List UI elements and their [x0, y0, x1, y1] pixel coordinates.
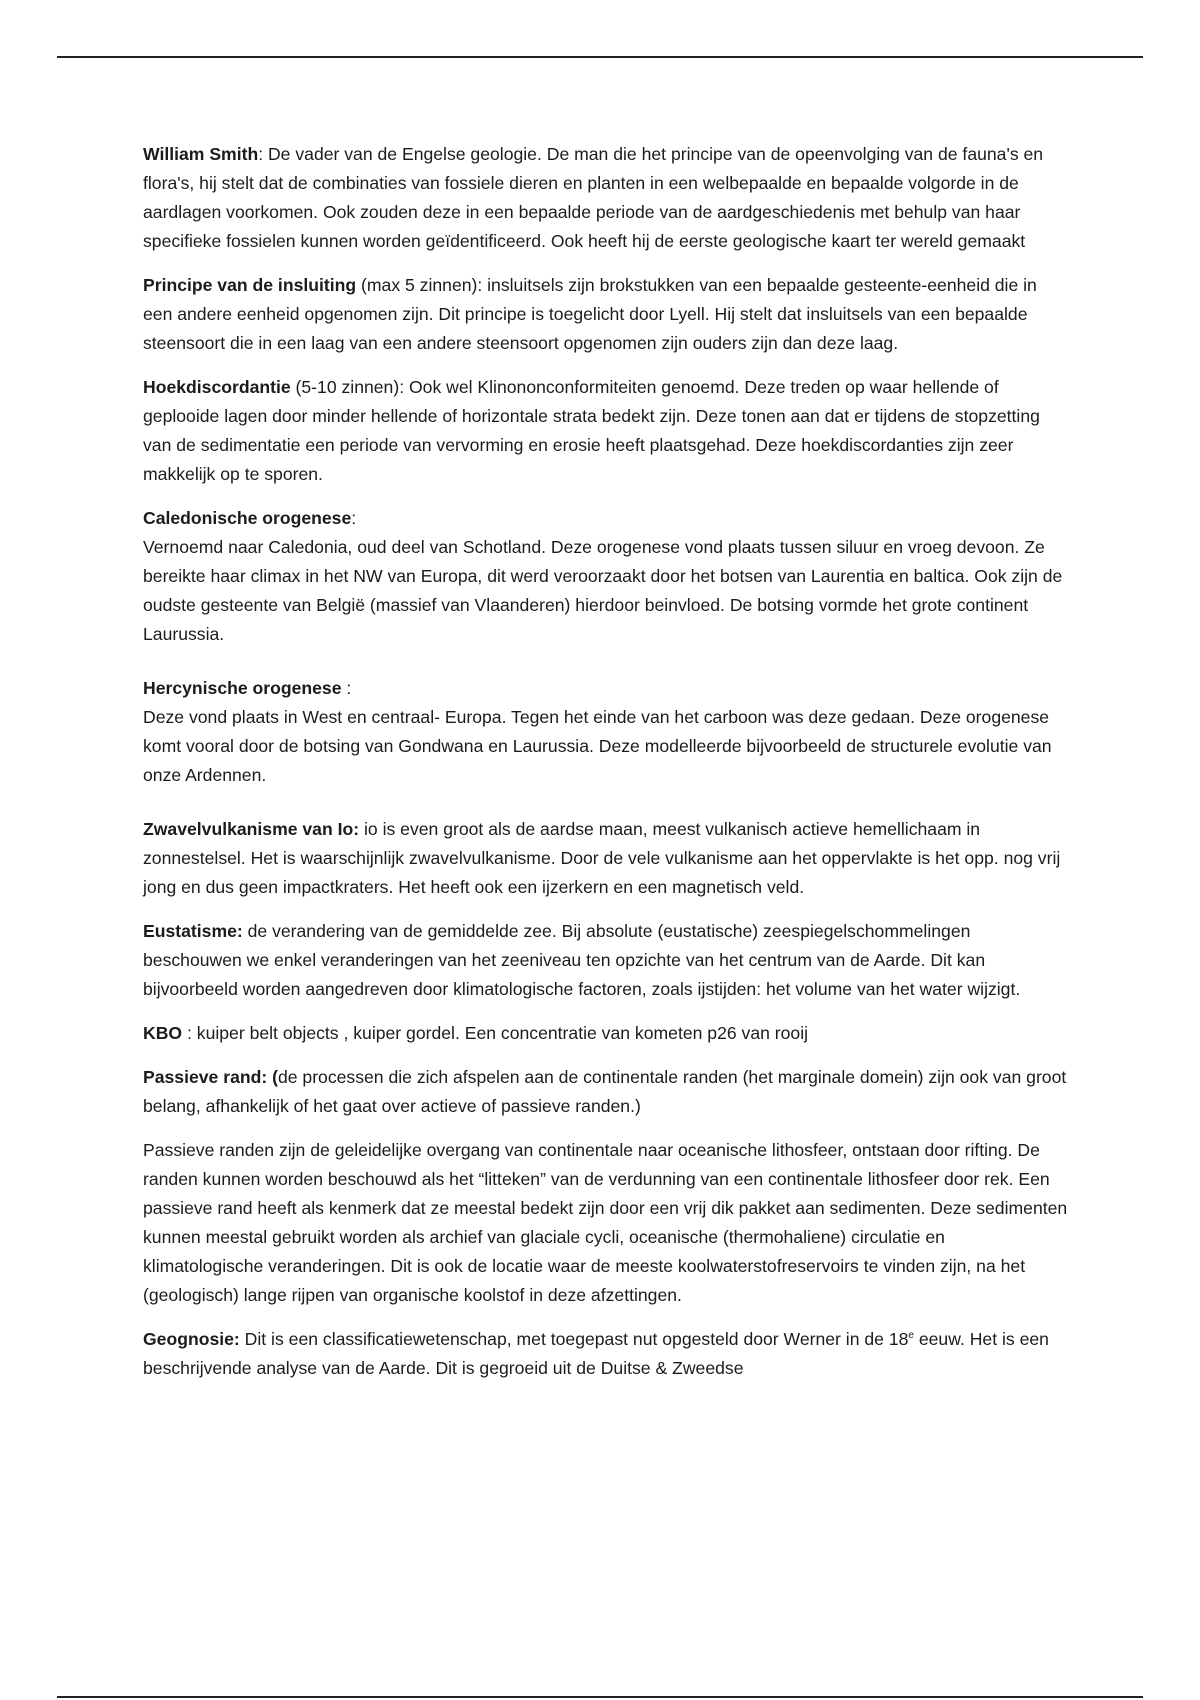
paragraph-passieve-randen-detail: Passieve randen zijn de geleidelijke overgang van continentale naar oceanische lithosfeer, ontstaan door rifting. De randen kunnen worden beschouwd als het “litteken” van de verdunning van een continentale lithosfeer door rek. Een passieve rand heeft als kenmerk dat ze meestal bedekt zijn door een vrij dik pakket aan sedimenten. Deze sedimenten kunnen meestal gebruikt worden als archief van glaciale cycli, oceanische (thermohaliene) circulatie en klimatologische veranderingen. Dit is ook de locatie waar de meeste koolwaterstofreservoirs te vinden zijn, na het (geologisch) lange rijpen van organische koolstof in deze afzettingen. — [143, 1140, 1068, 1305]
paragraph-insluiting — [143, 271, 1068, 358]
footer-rule — [57, 1696, 1143, 1698]
paragraph-geognosie — [143, 1325, 1068, 1383]
definition-io: io is even groot als de aardse maan, meest vulkanisch actieve hemellichaam in zonnestelsel. Het is waarschijnlijk zwavelvulkanisme. Door de vele vulkanisme aan het oppervlakte is het opp. nog vrij jong en dus geen impactkraters. Het heeft ook een ijzerkern en een magnetisch veld. — [143, 819, 1061, 897]
definition-geognosie-part1: Dit is een classificatiewetenschap, met toegepast nut opgesteld door Werner in de 18 — [239, 1329, 909, 1349]
term-insluiting: Principe van de insluiting — [143, 275, 357, 295]
term-caledonisch: Caledonische orogenese — [143, 508, 352, 528]
paragraph-io — [143, 815, 1068, 902]
term-kbo: KBO — [143, 1023, 183, 1043]
definition-hoekdiscordantie: (5-10 zinnen): Ook wel Klinononconformiteiten genoemd. Deze treden op waar hellende of geplooide lagen door minder hellende of horizontale strata bedekt zijn. Deze tonen aan dat er tijdens de stopzetting van de sedimentatie een periode van vervorming en erosie heeft plaatsgehad. Deze hoekdiscordanties zijn zeer makkelijk op te sporen. — [143, 377, 1040, 484]
paragraph-eustatisme — [143, 917, 1068, 1004]
paragraph-william-smith — [143, 140, 1068, 256]
paragraph-caledonisch — [143, 504, 1068, 649]
term-hoekdiscordantie: Hoekdiscordantie — [143, 377, 291, 397]
definition-insluiting: (max 5 zinnen): insluitsels zijn brokstukken van een bepaalde gesteente-eenheid die in een andere eenheid opgenomen zijn. Dit principe is toegelicht door Lyell. Hij stelt dat insluitsels van een bepaalde steensoort die in een laag van een andere steensoort opgenomen zijn ouders zijn dan deze laag. — [143, 275, 1037, 353]
definition-hercynisch: Deze vond plaats in West en centraal- Europa. Tegen het einde van het carboon was deze gedaan. Deze orogenese komt vooral door de botsing van Gondwana en Laurussia. Deze modelleerde bijvoorbeeld de structurele evolutie van onze Ardennen. — [143, 707, 1052, 785]
paragraph-kbo — [143, 1019, 1068, 1048]
document-body — [143, 140, 1068, 1398]
definition-william-smith: : De vader van de Engelse geologie. De man die het principe van de opeenvolging van de fauna's en flora's, hij stelt dat de combinaties van fossiele dieren en planten in een welbepaalde en bepaalde volgorde in de aardlagen voorkomen. Ook zouden deze in een bepaalde periode van de aardgeschiedenis met behulp van haar specifieke fossielen kunnen worden geïdentificeerd. Ook heeft hij de eerste geologische kaart ter wereld gemaakt — [143, 144, 1044, 251]
term-passieve-rand: Passieve rand: ( — [143, 1067, 278, 1087]
paragraph-passieve-rand — [143, 1063, 1068, 1121]
paragraph-hoekdiscordantie — [143, 373, 1068, 489]
term-hercynisch-suffix: : — [341, 678, 352, 698]
definition-eustatisme: de verandering van de gemiddelde zee. Bij absolute (eustatische) zeespiegelschommelingen beschouwen we enkel veranderingen van het zeeniveau ten opzichte van het centrum van de Aarde. Dit kan bijvoorbeeld worden aangedreven door klimatologische factoren, zoals ijstijden: het volume van het water wijzigt. — [143, 921, 1021, 999]
term-hercynisch: Hercynische orogenese — [143, 678, 342, 698]
term-caledonisch-suffix: : — [351, 508, 357, 528]
paragraph-hercynisch — [143, 674, 1068, 790]
term-william-smith: William Smith — [143, 144, 259, 164]
definition-passieve-rand: de processen die zich afspelen aan de continentale randen (het marginale domein) zijn ook van groot belang, afhankelijk of het gaat over actieve of passieve randen.) — [143, 1067, 1067, 1116]
definition-kbo: : kuiper belt objects , kuiper gordel. Een concentratie van kometen p26 van rooij — [182, 1023, 809, 1043]
term-io: Zwavelvulkanisme van Io: — [143, 819, 360, 839]
term-geognosie: Geognosie: — [143, 1329, 240, 1349]
superscript-e: e — [908, 1330, 914, 1342]
definition-geognosie-part2: eeuw. Het is een beschrijvende analyse van de Aarde. Dit is gegroeid uit de Duitse & Zweedse — [143, 1329, 1049, 1378]
term-eustatisme: Eustatisme: — [143, 921, 243, 941]
header-rule — [57, 56, 1143, 58]
definition-caledonisch: Vernoemd naar Caledonia, oud deel van Schotland. Deze orogenese vond plaats tussen siluur en vroeg devoon. Ze bereikte haar climax in het NW van Europa, dit werd veroorzaakt door het botsen van Laurentia en baltica. Ook zijn de oudste gesteente van België (massief van Vlaanderen) hierdoor beinvloed. De botsing vormde het grote continent Laurussia. — [143, 537, 1063, 644]
